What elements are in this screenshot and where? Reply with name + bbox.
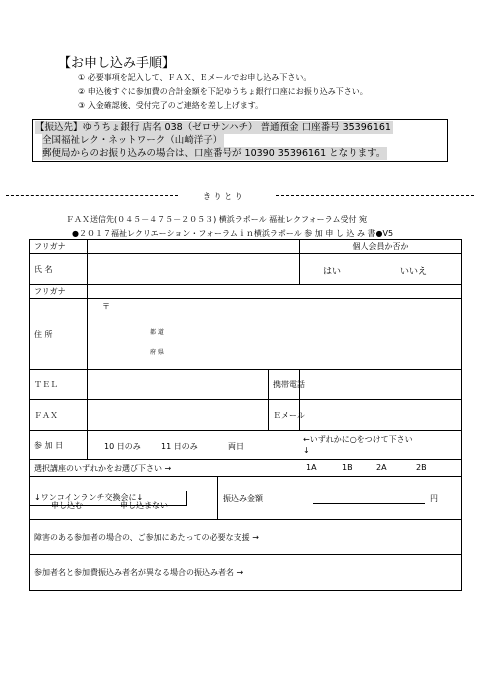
address-input[interactable] — [88, 299, 462, 370]
cut-line-left — [6, 195, 178, 196]
payment-label: 振込み金額 — [223, 494, 263, 503]
mobile-input[interactable] — [300, 370, 462, 400]
member-yes-option[interactable]: はい — [323, 267, 342, 277]
procedure-step-1: ① 必要事項を記入して、ＦＡＸ、Ｅメールでお申し込み下さい。 — [78, 73, 312, 82]
bank-line-1: 【振込先】ゆうちょ銀行 店名 038（ゼロサンハチ） 普通預金 口座番号 35396161 — [35, 122, 391, 133]
address-label: 住 所 — [30, 299, 88, 370]
circle-note: ←いずれかに○をつけて下さい — [303, 435, 413, 444]
course-1a[interactable]: 1A — [306, 463, 317, 472]
name-input[interactable] — [88, 254, 300, 285]
day10-option[interactable]: 10 日のみ — [104, 442, 141, 451]
member-choice — [300, 254, 462, 285]
tel-label: ＴＥＬ — [30, 370, 88, 400]
lunch-decline-option[interactable]: 申し込まない — [120, 501, 168, 510]
payer-name-label: 参加者名と参加費振込み者名が異なる場合の振込み者名 → — [34, 568, 244, 577]
payer-name-field[interactable] — [30, 555, 462, 591]
both-days-option[interactable]: 両日 — [228, 442, 244, 451]
day11-option[interactable]: 11 日のみ — [161, 442, 198, 451]
disability-support-field[interactable] — [30, 520, 462, 555]
email-input[interactable] — [300, 400, 462, 431]
procedure-heading: 【お申し込み手順】 — [58, 56, 176, 71]
form-title: ●２０１７福祉レクリエーション・フォーラムｉｎ横浜ラポール 参 加 申 し 込 み 書●V5 — [72, 229, 394, 238]
todo-label: 都 道 — [150, 329, 164, 336]
course-2a[interactable]: 2A — [376, 463, 387, 472]
email-label: Ｅメール — [269, 400, 300, 431]
procedure-step-2: ② 申込後すぐに参加費の合計金額を下記ゆうちょ銀行口座にお振り込み下さい。 — [78, 87, 368, 96]
name-label: 氏 名 — [30, 254, 88, 285]
furigana2-input[interactable] — [88, 285, 462, 299]
course-1b[interactable]: 1B — [342, 463, 353, 472]
payment-underline[interactable] — [313, 503, 425, 504]
lunch-apply-option[interactable]: 申し込む — [51, 501, 83, 510]
furigana-label: フリガナ — [30, 240, 88, 254]
lunch-cell — [30, 477, 218, 520]
fax-destination: ＦＡＸ送信先(０４５－４７５－２０５３) 横浜ラポール 福祉レクフォーラム受付 宛 — [66, 215, 368, 224]
furigana2-label: フリガナ — [30, 285, 88, 299]
mobile-label: 携帯電話 — [269, 370, 300, 400]
application-form — [29, 239, 462, 591]
course-2b[interactable]: 2B — [416, 463, 427, 472]
fuken-label: 府 県 — [150, 349, 164, 356]
postal-mark: 〒 — [102, 302, 110, 311]
fax-input[interactable] — [88, 400, 269, 431]
cut-line-right — [276, 195, 474, 196]
days-label: 参 加 日 — [30, 431, 88, 460]
member-question: 個人会員か否か — [300, 240, 462, 254]
tel-input[interactable] — [88, 370, 269, 400]
course-question: 選択講座のいずれかをお選び下さい → — [34, 464, 172, 473]
yen-label: 円 — [430, 494, 438, 503]
payment-cell — [218, 477, 462, 520]
disability-support-label: 障害のある参加者の場合の、ご参加にあたっての必要な支援 → — [34, 532, 259, 542]
lunch-label: ↓ワンコインランチ交換会に↓ — [30, 491, 187, 506]
bank-info-box — [32, 119, 448, 162]
cut-label: き り と り — [203, 192, 243, 201]
furigana-input[interactable] — [88, 240, 300, 254]
member-no-option[interactable]: いいえ — [400, 267, 428, 277]
down-arrow-icon: ↓ — [303, 446, 310, 455]
fax-label: ＦＡＸ — [30, 400, 88, 431]
course-row — [30, 460, 462, 477]
bank-line-2: 全国福祉レク・ネットワーク（山崎洋子） — [42, 135, 223, 146]
bank-line-3: 郵便局からのお振り込みの場合は、口座番号が 10390 35396161 となります。 — [42, 148, 386, 159]
procedure-step-3: ③ 入金確認後、受付完了のご連絡を差し上げます。 — [78, 101, 264, 110]
days-options — [88, 431, 462, 460]
